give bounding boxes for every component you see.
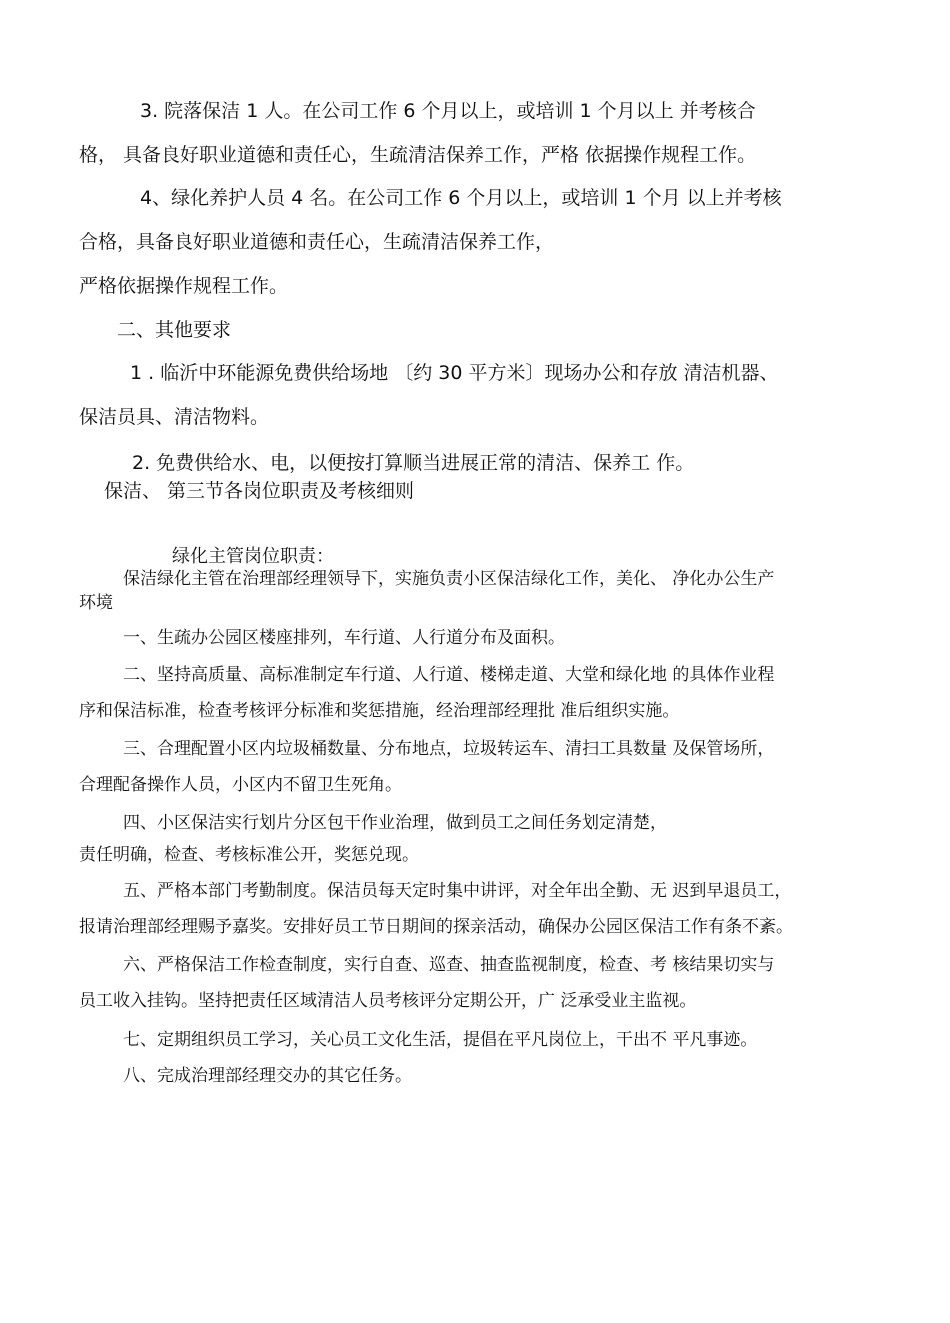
duty-title: 绿化主管岗位职责： (172, 546, 334, 567)
duty-item-2-line-1: 二、坚持高质量、高标准制定车行道、人行道、楼梯走道、大堂和绿化地 的具体作业程 (123, 665, 775, 685)
duty-item-2-line-2: 序和保洁标准，检查考核评分标准和奖惩措施，经治理部经理批 准后组织实施。 (79, 701, 680, 721)
duty-item-5-line-2: 报请治理部经理赐予嘉奖。安排好员工节日期间的探亲活动，确保办公园区保洁工作有条不紊。 (79, 917, 793, 937)
item-4-line-3: 严格依据操作规程工作。 (79, 275, 289, 297)
duty-item-1: 一、生疏办公园区楼座排列，车行道、人行道分布及面积。 (123, 628, 565, 648)
duty-item-6-line-2: 员工收入挂钩。坚持把责任区域清洁人员考核评分定期公开，广 泛承受业主监视。 (79, 991, 697, 1011)
duty-item-4-line-2: 责任明确，检查、考核标准公开，奖惩兑现。 (79, 845, 419, 865)
duty-item-8: 八、完成治理部经理交办的其它任务。 (123, 1066, 412, 1086)
other-item-1-line-2: 保洁员具、清洁物料。 (79, 406, 270, 428)
duty-item-4-line-1: 四、小区保洁实行划片分区包干作业治理，做到员工之间任务划定清楚， (123, 813, 667, 833)
section-title-third: 保洁、 第三节各岗位职责及考核细则 (104, 480, 415, 502)
other-item-2-line-1: 2. 免费供给水、电，以便按打算顺当进展正常的清洁、保养工 作。 (132, 452, 695, 474)
duty-intro-line-2: 环境 (79, 593, 113, 613)
item-3-line-1: 3. 院落保洁 1 人。在公司工作 6 个月以上，或培训 1 个月以上 并考核合 (140, 100, 756, 122)
other-item-1-line-1: 1 . 临沂中环能源免费供给场地 〔约 30 平方米〕现场办公和存放 清洁机器、 (130, 362, 779, 384)
item-3-line-2: 格， 具备良好职业道德和责任心，生疏清洁保养工作，严格 依据操作规程工作。 (79, 144, 757, 166)
item-4-line-2: 合格，具备良好职业道德和责任心，生疏清洁保养工作， (79, 231, 555, 253)
duty-item-3-line-2: 合理配备操作人员，小区内不留卫生死角。 (79, 775, 402, 795)
duty-item-6-line-1: 六、严格保洁工作检查制度，实行自查、巡查、抽查监视制度，检查、考 核结果切实与 (123, 955, 775, 975)
item-4-line-1: 4、绿化养护人员 4 名。在公司工作 6 个月以上，或培训 1 个月 以上并考核 (140, 187, 782, 209)
duty-item-5-line-1: 五、严格本部门考勤制度。保洁员每天定时集中讲评，对全年出全勤、无 迟到早退员工， (123, 881, 792, 901)
duty-item-3-line-1: 三、合理配置小区内垃圾桶数量、分布地点，垃圾转运车、清扫工具数量 及保管场所， (123, 739, 775, 759)
section-heading-other-requirements: 二、其他要求 (117, 319, 232, 341)
duty-intro-line-1: 保洁绿化主管在治理部经理领导下，实施负责小区保洁绿化工作，美化、 净化办公生产 (123, 569, 775, 589)
duty-item-7: 七、定期组织员工学习，关心员工文化生活，提倡在平凡岗位上，干出不 平凡事迹。 (123, 1030, 758, 1050)
